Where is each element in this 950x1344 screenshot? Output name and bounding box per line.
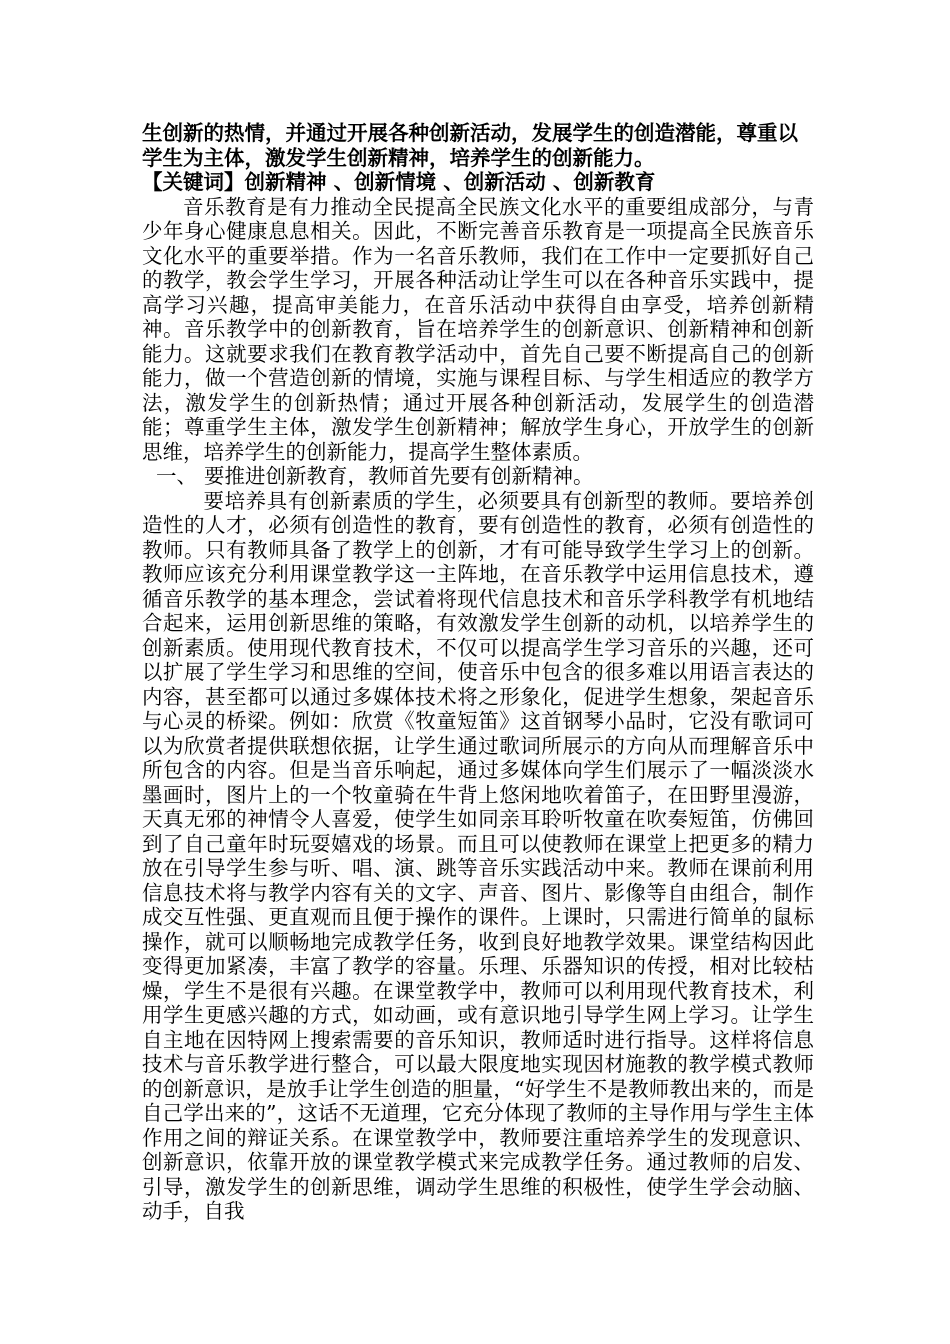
intro-paragraph: 音乐教育是有力推动全民提高全民族文化水平的重要组成部分，与青少年身心健康息息相关。因此，不断完善音乐教育是一项提高全民族音乐文化水平的重要举措。作为一名音乐教师，我们在工作中一定要抓好自己的教学，教会学生学习，开展各种活动让学生可以在各种音乐实践中，提高学习兴趣，提高审美能力，在音乐活动中获得自由享受，培养创新精神。音乐教学中的创新教育，旨在培养学生的创新意识、创新精神和创新能力。这就要求我们在教育教学活动中，首先自己要不断提高自己的创新能力，做一个营造创新的情境，实施与课程目标、与学生相适应的教学方法，激发学生的创新热情；通过开展各种创新活动，发展学生的创造潜能；尊重学生主体，激发学生创新精神；解放学生身心，开放学生的创新思维，培养学生的创新能力，提高学生整体素质。 bbox=[142, 194, 814, 464]
section-1-number: 一、 bbox=[156, 464, 197, 488]
keywords-line bbox=[142, 170, 814, 195]
keywords-label: 【关键词】 bbox=[142, 170, 245, 194]
section-1-paragraph: 要培养具有创新素质的学生，必须要具有创新型的教师。要培养创造性的人才，必须有创造性的教育，要有创造性的教育，必须有创造性的教师。只有教师具备了教学上的创新，才有可能导致学生学习上的创新。教师应该充分利用课堂教学这一主阵地，在音乐教学中运用信息技术，遵循音乐教学的基本理念，尝试着将现代信息技术和音乐学科教学有机地结合起来，运用创新思维的策略，有效激发学生创新的动机，以培养学生的创新素质。使用现代教育技术，不仅可以提高学生学习音乐的兴趣，还可以扩展了学生学习和思维的空间，使音乐中包含的很多难以用语言表达的内容，甚至都可以通过多媒体技术将之形象化，促进学生想象，架起音乐与心灵的桥梁。例如：欣赏《牧童短笛》这首钢琴小品时，它没有歌词可以为欣赏者提供联想依据，让学生通过歌词所展示的方向从而理解音乐中所包含的内容。但是当音乐响起，通过多媒体向学生们展示了一幅淡淡水墨画时，图片上的一个牧童骑在牛背上悠闲地吹着笛子，在田野里漫游，天真无邪的神情令人喜爱，使学生如同亲耳聆听牧童在吹奏短笛，仿佛回到了自己童年时玩耍嬉戏的场景。而且可以使教师在课堂上把更多的精力放在引导学生参与听、唱、演、跳等音乐实践活动中来。教师在课前利用信息技术将与教学内容有关的文字、声音、图片、影像等自由组合，制作成交互性强、更直观而且便于操作的课件。上课时，只需进行简单的鼠标操作，就可以顺畅地完成教学任务，收到良好地教学效果。课堂结构因此变得更加紧凑，丰富了教学的容量。乐理、乐器知识的传授，相对比较枯燥，学生不是很有兴趣。在课堂教学中，教师可以利用现代教育技术，利用学生更感兴趣的方式，如动画，或有意识地引导学生网上学习。让学生自主地在因特网上搜索需要的音乐知识，教师适时进行指导。这样将信息技术与音乐教学进行整合，可以最大限度地实现因材施教的教学模式教师的创新意识，是放手让学生创造的胆量，“好学生不是教师教出来的，而是自己学出来的”，这话不无道理，它充分体现了教师的主导作用与学生主体作用之间的辩证关系。在课堂教学中，教师要注重培养学生的发现意识、创新意识，依靠开放的课堂教学模式来完成教学任务。通过教师的启发、引导，激发学生的创新思维，调动学生思维的积极性，使学生学会动脑、动手，自我 bbox=[142, 488, 814, 1223]
section-1-heading bbox=[142, 464, 814, 489]
section-1-title: 要推进创新教育，教师首先要有创新精神。 bbox=[204, 464, 594, 488]
keywords-items: 创新精神 、创新情境 、创新活动 、创新教育 bbox=[244, 170, 656, 194]
document-page bbox=[142, 121, 814, 1224]
abstract-tail-text: 生创新的热情，并通过开展各种创新活动，发展学生的创造潜能，尊重以学生为主体，激发学生创新精神，培养学生的创新能力。 bbox=[142, 121, 798, 170]
